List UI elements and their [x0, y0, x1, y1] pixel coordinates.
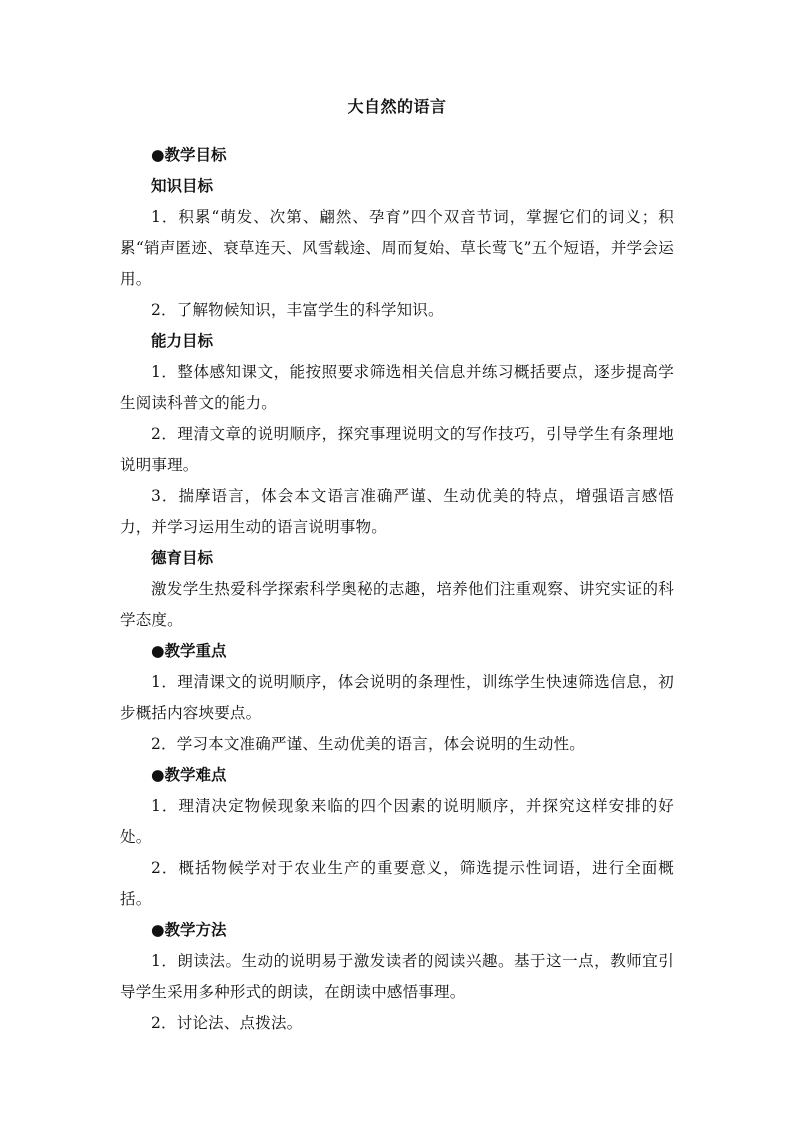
paragraph-method-2: 2．讨论法、点拨法。	[151, 1014, 303, 1032]
paragraph-ability-1: 1．整体感知课文，能按照要求筛选相关信息并练习概括要点，逐步提高学生阅读科普文的能力。	[120, 363, 674, 412]
document-body	[120, 92, 674, 1039]
paragraph-knowledge-2: 2．了解物候知识，丰富学生的科学知识。	[151, 301, 444, 319]
paragraph-method-1: 1．朗读法。生动的说明易于激发读者的阅读兴趣。基于这一点，教师宜引导学生采用多种形式的朗读，在朗读中感悟事理。	[120, 952, 674, 1001]
paragraph-key-point-2: 2．学习本文准确严谨、生动优美的语言，体会说明的生动性。	[151, 735, 585, 753]
section-heading-methods: ●教学方法	[151, 921, 227, 939]
subheading-knowledge: 知识目标	[151, 177, 214, 195]
paragraph-difficulty-2: 2．概括物候学对于农业生产的重要意义，筛选提示性词语，进行全面概括。	[120, 859, 674, 908]
paragraph-ability-3: 3．揣摩语言，体会本文语言准确严谨、生动优美的特点，增强语言感悟力，并学习运用生动的语言说明事物。	[120, 487, 674, 536]
page-title: 大自然的语言	[347, 97, 447, 116]
subheading-moral: 德育目标	[151, 549, 214, 567]
subheading-ability: 能力目标	[151, 332, 214, 350]
section-heading-key-points: ●教学重点	[151, 642, 227, 660]
paragraph-moral-1: 激发学生热爱科学探索科学奥秘的志趣，培养他们注重观察、讲究实证的科学态度。	[120, 580, 674, 629]
paragraph-difficulty-1: 1．理清决定物候现象来临的四个因素的说明顺序，并探究这样安排的好处。	[120, 797, 674, 846]
paragraph-key-point-1: 1．理清课文的说明顺序，体会说明的条理性，训练学生快速筛选信息，初步概括内容埉要点。	[120, 673, 674, 722]
section-heading-difficulties: ●教学难点	[151, 766, 227, 784]
section-heading-goals: ●教学目标	[151, 146, 227, 164]
paragraph-ability-2: 2．理清文章的说明顺序，探究事理说明文的写作技巧，引导学生有条理地说明事理。	[120, 425, 674, 474]
paragraph-knowledge-1: 1．积累“萌发、次第、翩然、孕育”四个双音节词，掌握它们的词义；积累“销声匿迹、衰草连天、风雪载途、周而复始、草长莺飞”五个短语，并学会运用。	[120, 208, 674, 288]
